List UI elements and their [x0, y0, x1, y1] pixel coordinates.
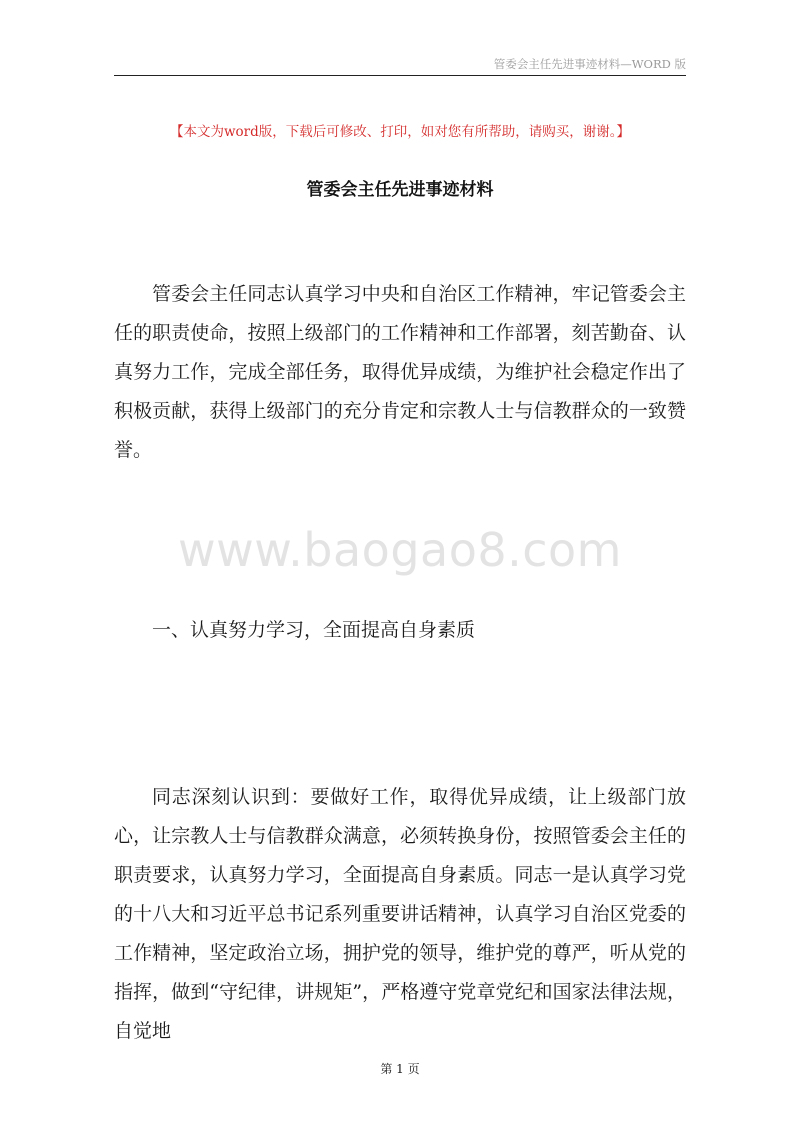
- site-watermark: www.baogao8.com: [178, 523, 622, 577]
- page-number: 第 1 页: [380, 1062, 420, 1076]
- running-header: 管委会主任先进事迹材料—WORD 版: [493, 57, 686, 71]
- document-title: 管委会主任先进事迹材料: [306, 180, 494, 200]
- body-paragraph-2: 同志深刻认识到：要做好工作，取得优异成绩，让上级部门放心，让宗教人士与信教群众满意，必须转换身份，按照管委会主任的职责要求，认真努力学习，全面提高自身素质。同志一是认真学习党的十八大和习近平总书记系列重要讲话精神，认真学习自治区党委的工作精神，坚定政治立场，拥护党的领导，维护党的尊严，听从党的指挥，做到“守纪律，讲规矩”，严格遵守党章党纪和国家法律法规，自觉地: [114, 786, 686, 1042]
- section-heading-1: 一、认真努力学习，全面提高自身素质: [152, 619, 476, 641]
- purchase-notice: 【本文为word版，下载后可修改、打印，如对您有所帮助，请购买，谢谢。】: [169, 124, 631, 140]
- header-divider: [114, 75, 686, 76]
- body-paragraph-1: 管委会主任同志认真学习中央和自治区工作精神，牢记管委会主任的职责使命，按照上级部门的工作精神和工作部署，刻苦勤奋、认真努力工作，完成全部任务，取得优异成绩，为维护社会稳定作出了积极贡献，获得上级部门的充分肯定和宗教人士与信教群众的一致赞誉。: [114, 283, 686, 461]
